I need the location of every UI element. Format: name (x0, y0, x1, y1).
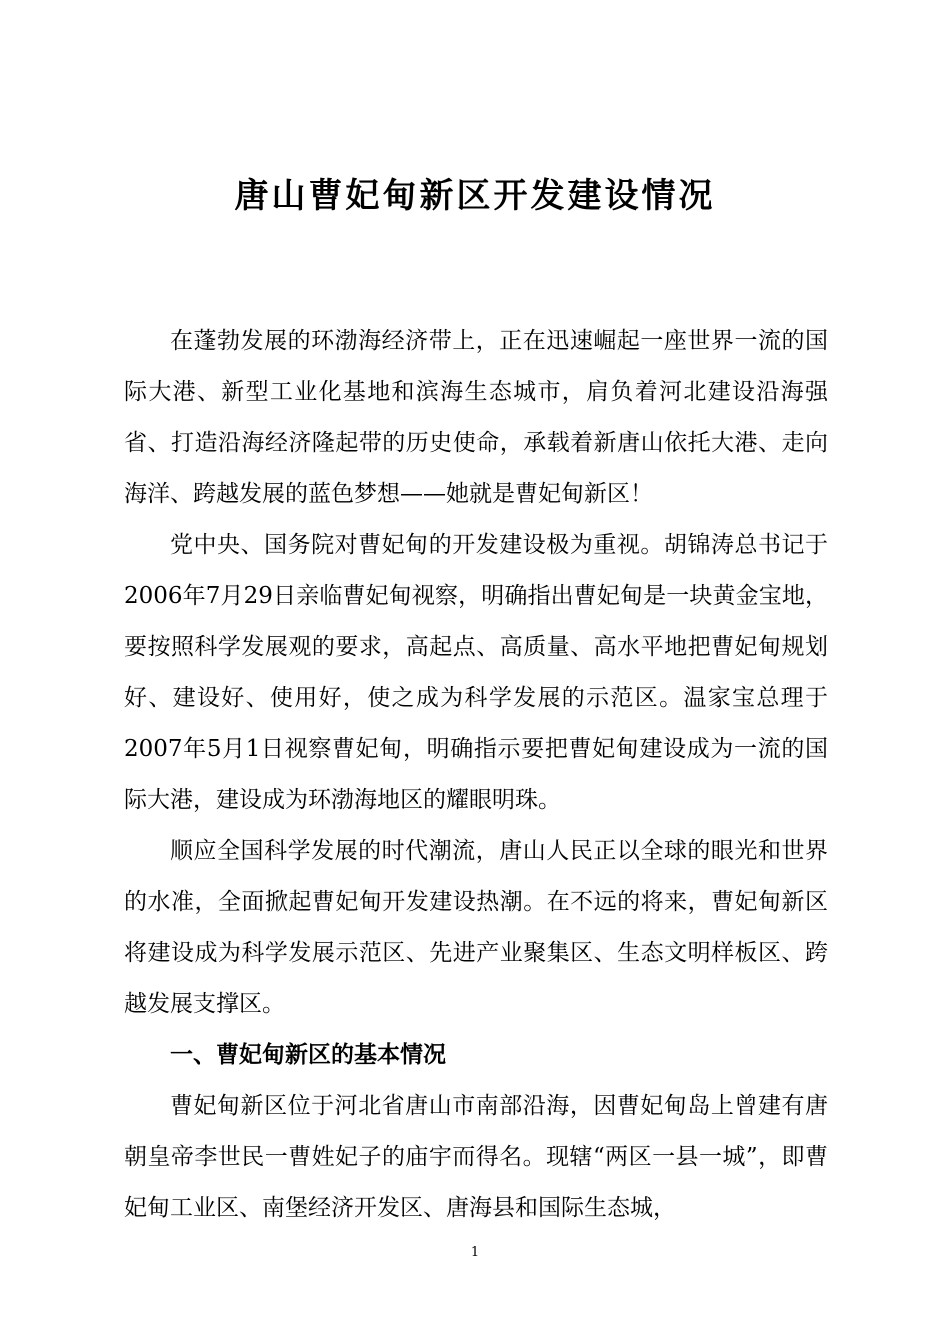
page-number: 1 (470, 1245, 480, 1260)
paragraph-development-trend: 顺应全国科学发展的时代潮流，唐山人民正以全球的眼光和世界的水准，全面掀起曹妃甸开发建设热潮。在不远的将来，曹妃甸新区将建设成为科学发展示范区、先进产业聚集区、生态文明样板区、跨越发展支撑区。 (124, 838, 828, 1017)
paragraph-central-attention: 党中央、国务院对曹妃甸的开发建设极为重视。胡锦涛总书记于2006年7月29日亲临曹妃甸视察，明确指出曹妃甸是一块黄金宝地，要按照科学发展观的要求，高起点、高质量、高水平地把曹妃甸规划好、建设好、使用好，使之成为科学发展的示范区。温家宝总理于2007年5月1日视察曹妃甸，明确指示要把曹妃甸建设成为一流的国际大港，建设成为环渤海地区的耀眼明珠。 (124, 532, 828, 813)
paragraph-intro: 在蓬勃发展的环渤海经济带上，正在迅速崛起一座世界一流的国际大港、新型工业化基地和滨海生态城市，肩负着河北建设沿海强省、打造沿海经济隆起带的历史使命，承载着新唐山依托大港、走向海洋、跨越发展的蓝色梦想——她就是曹妃甸新区！ (124, 328, 828, 507)
paragraph-basic-info: 曹妃甸新区位于河北省唐山市南部沿海，因曹妃甸岛上曾建有唐朝皇帝李世民一曹姓妃子的庙宇而得名。现辖“两区一县一城”，即曹妃甸工业区、南堡经济开发区、唐海县和国际生态城， (124, 1093, 828, 1221)
document-body (124, 316, 828, 1234)
document-title: 唐山曹妃甸新区开发建设情况 (234, 176, 716, 216)
section-heading: 一、曹妃甸新区的基本情况 (170, 1042, 446, 1068)
